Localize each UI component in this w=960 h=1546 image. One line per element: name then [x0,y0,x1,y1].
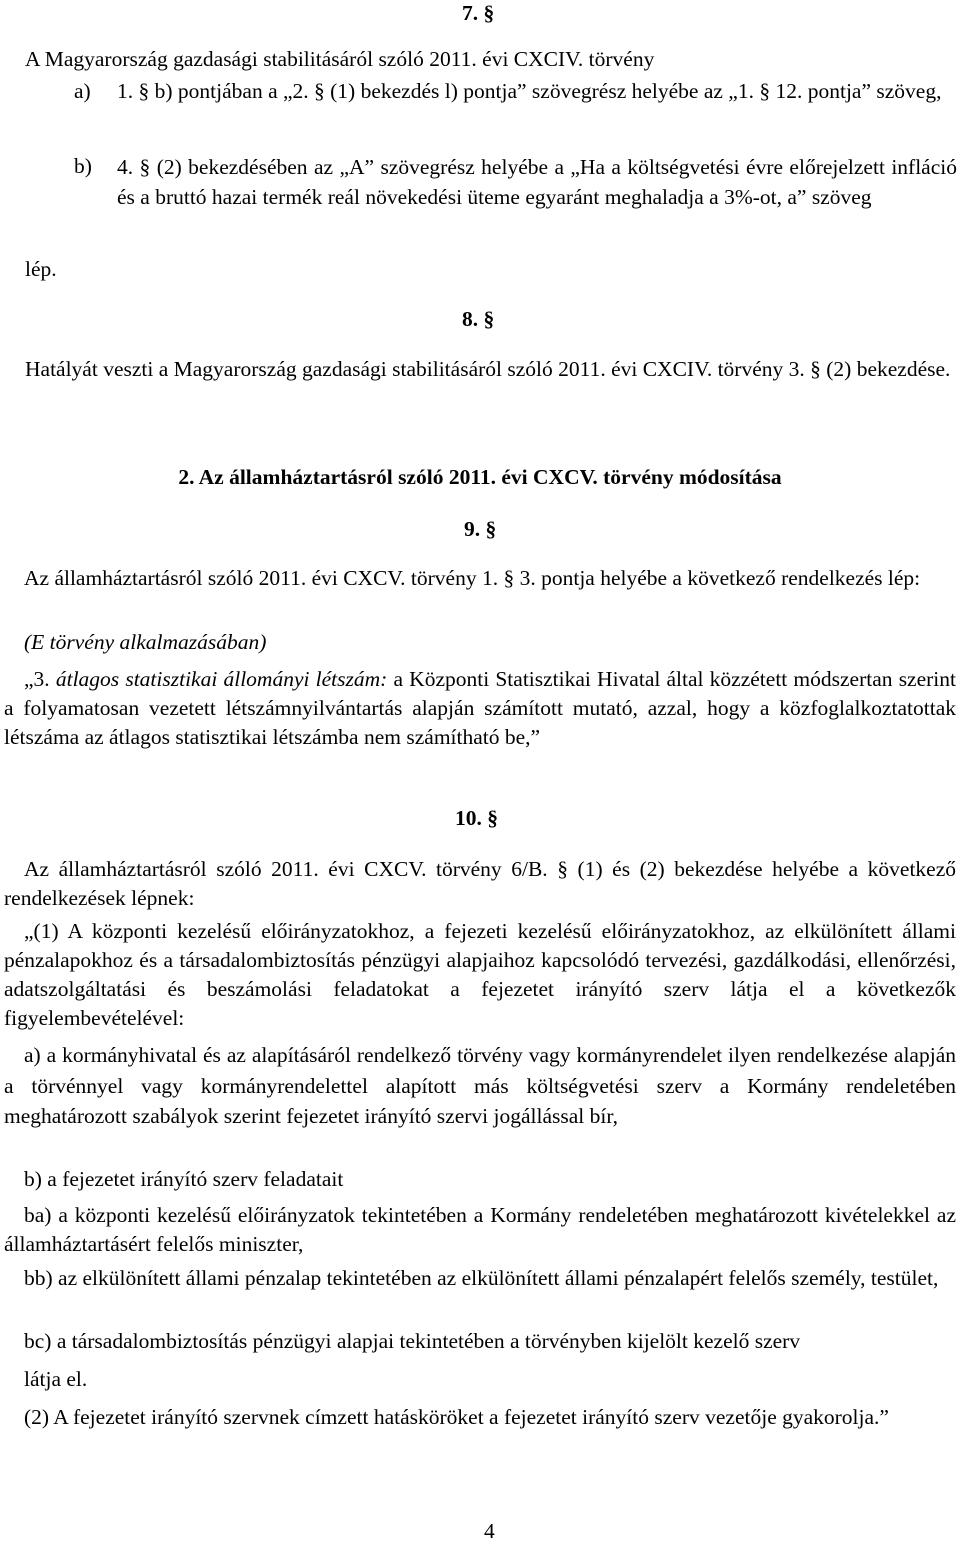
section-8-text: Hatályát veszti a Magyarország gazdasági stabilitásáról szóló 2011. évi CXCIV. törvény 3. § (2) bekezdése. [25,357,951,381]
section-10-point-ba: ba) a központi kezelésű előirányzatok tekintetében a Kormány rendeletében meghatározott kivételekkel az államháztartásért felelős miniszter, [4,1203,956,1256]
section-10-point-bb: bb) az elkülönített állami pénzalap tekintetében az elkülönített állami pénzalapért felelős személy, testület, [24,1266,939,1290]
section-7-title: 7. § [462,1,495,25]
page-number: 4 [484,1519,495,1543]
section-9-title: 9. § [464,517,497,541]
section-7-item-b-text: 4. § (2) bekezdésében az „A” szövegrész helyébe a „Ha a költségvetési évre előrejelzett infláció és a bruttó hazai termék reál növekedési üteme egyaránt meghaladja a 3%-ot, a” szöveg [117,155,957,209]
section-10-point-b: b) a fejezetet irányító szerv feladatait [24,1167,344,1191]
section-10-paragraph-2: (2) A fejezetet irányító szervnek címzett hatásköröket a fejezetet irányító szerv vezetője gyakorolja.” [24,1405,889,1429]
section-10-point-bc: bc) a társadalombiztosítás pénzügyi alapjai tekintetében a törvényben kijelölt kezelő szerv [24,1329,801,1353]
section-7-item-a-text: 1. § b) pontjában a „2. § (1) bekezdés l) pontja” szövegrész helyébe az „1. § 12. pontja” szöveg, [117,79,942,103]
definition-text: a Központi Statisztikai Hivatal által közzétett módszertan szerint a folyamatosan vezetett létszámnyilvántartás alapján számított mutató, azzal, hogy a közfoglalkoztatottak létszáma az átlagos statisztikai létszámba nem számítható be,” [4,667,957,749]
section-9-context: (E törvény alkalmazásában) [24,630,267,654]
section-9-text: Az államháztartásról szóló 2011. évi CXCV. törvény 1. § 3. pontja helyébe a következő rendelkezés lép: [24,566,921,590]
section-10-paragraph-1: „(1) A központi kezelésű előirányzatokhoz, a fejezeti kezelésű előirányzatokhoz, az elkülönített állami pénzalapokhoz és a társadalombiztosítás pénzügyi alapjaihoz kapcsolódó tervezési, gazdálkodási, ellenőrzési, adatszolgáltatási és beszámolási feladatokat a fejezetet irányító szerv látja el a következők figyelembevételével: [4,919,956,1030]
section-8-title: 8. § [462,307,495,331]
section-9-definition [4,665,956,752]
section-7-item-a-label: a) [74,79,91,103]
definition-prefix: „3. [24,667,56,691]
section-7-intro: A Magyarország gazdasági stabilitásáról szóló 2011. évi CXCIV. törvény [25,47,655,71]
definition-term: átlagos statisztikai állományi létszám: [55,667,388,691]
section-10-point-a: a) a kormányhivatal és az alapításáról rendelkező törvény vagy kormányrendelet ilyen rendelkezése alapján a törvénnyel vagy kormányrendelettel alapított más költségvetési szerv a Kormány rendeletében meghatározott szabályok szerint fejezetet irányító szervi jogállással bír, [4,1043,956,1128]
section-10-title: 10. § [455,806,498,830]
section-7-closing: lép. [25,257,57,281]
section-7-item-b-label: b) [74,154,92,178]
chapter-2-heading: 2. Az államháztartásról szóló 2011. évi CXCV. törvény módosítása [178,465,782,489]
section-10-point-bc-end: látja el. [24,1367,88,1391]
section-10-text: Az államháztartásról szóló 2011. évi CXCV. törvény 6/B. § (1) és (2) bekezdése helyébe a következő rendelkezések lépnek: [4,857,956,910]
